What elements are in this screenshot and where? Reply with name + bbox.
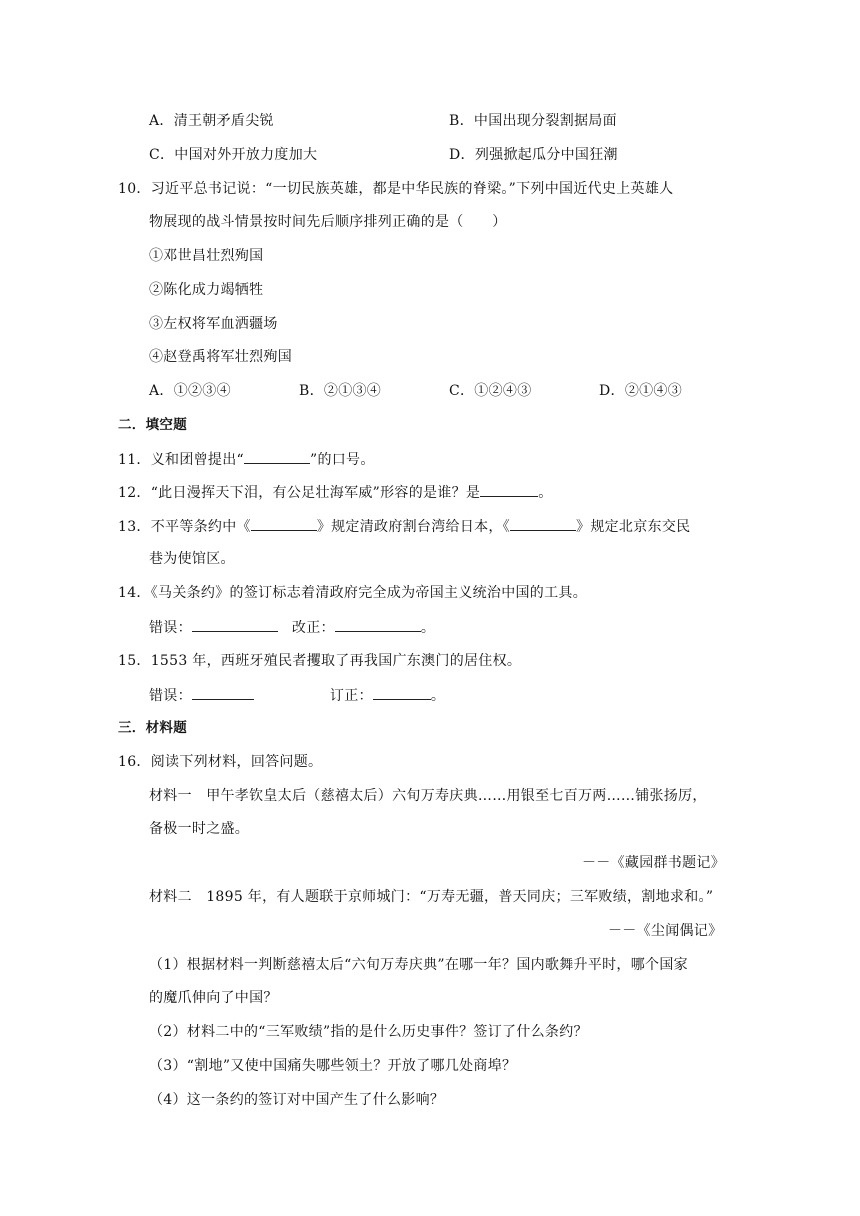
q9-option-a: A．清王朝矛盾尖锐 xyxy=(149,113,274,129)
q12-text: 12．“此日漫挥天下泪，有公足壮海军威”形容的是谁？是 xyxy=(118,485,481,501)
q16-material1-source: －－《藏园群书题记》 xyxy=(582,855,725,871)
q11-text-after: ”的口号。 xyxy=(309,452,375,468)
q10-stem-line1: 10．习近平总书记说：“一切民族英雄，都是中华民族的脊梁。”下列中国近代史上英雄人 xyxy=(118,181,674,197)
q9-option-d: D．列强掀起瓜分中国狂潮 xyxy=(449,147,618,163)
q12-line xyxy=(118,482,553,503)
q9-option-c: C．中国对外开放力度加大 xyxy=(149,147,318,163)
q14-error-blank[interactable] xyxy=(192,617,278,632)
q16-sub1-line2: 的魔爪伸向了中国？ xyxy=(149,990,278,1006)
q16-sub4: （4）这一条约的签订对中国产生了什么影响？ xyxy=(149,1092,445,1108)
q13-line1 xyxy=(118,516,690,537)
q10-stem-line2: 物展现的战斗情景按时间先后顺序排列正确的是（ ） xyxy=(149,214,507,230)
q11-answer-blank[interactable] xyxy=(244,449,310,464)
q15-text: 15．1553 年，西班牙殖民者攫取了再我国广东澳门的居住权。 xyxy=(118,653,522,669)
q14-error-label: 错误： xyxy=(149,620,192,636)
q13-answer-blank-2[interactable] xyxy=(510,516,576,531)
q14-fix-label: 改正： xyxy=(291,620,335,636)
q11-line xyxy=(118,449,375,470)
q15-answer-line xyxy=(149,685,445,706)
q13-text-before: 13．不平等条约中《 xyxy=(118,519,251,535)
q16-material1-line1: 材料一 甲午孝钦皇太后（慈禧太后）六旬万寿庆典……用银至七百万两……铺张扬厉， xyxy=(149,788,707,804)
q15-fix-label: 订正： xyxy=(329,688,373,704)
q10-item-2: ②陈化成力竭牺牲 xyxy=(149,282,264,298)
q16-intro: 16．阅读下列材料，回答问题。 xyxy=(118,754,323,770)
q11-text-before: 11．义和团曾提出“ xyxy=(118,452,244,468)
q10-option-d: D．②①④③ xyxy=(599,383,683,399)
q10-option-a: A．①②③④ xyxy=(149,383,231,399)
q15-error-blank[interactable] xyxy=(192,685,254,700)
q13-text-after: 》规定北京东交民 xyxy=(576,519,691,535)
q10-option-c: C．①②④③ xyxy=(449,383,532,399)
q13-answer-blank-1[interactable] xyxy=(251,516,317,531)
section-material-title: 三．材料题 xyxy=(118,720,187,736)
q12-answer-blank[interactable] xyxy=(480,482,538,497)
q9-option-b: B．中国出现分裂割据局面 xyxy=(449,113,617,129)
section-fill-blank-title: 二．填空题 xyxy=(118,417,187,433)
q12-text-after: 。 xyxy=(538,485,553,501)
q16-material2-line1: 材料二 1895 年，有人题联于京师城门：“万寿无疆，普天同庆；三军败绩，割地求和。” xyxy=(149,889,714,905)
q14-answer-line xyxy=(149,617,435,638)
q16-sub1-line1: （1）根据材料一判断慈禧太后“六旬万寿庆典”在哪一年？国内歌舞升平时，哪个国家 xyxy=(149,957,688,973)
q16-material1-line2: 备极一时之盛。 xyxy=(149,821,250,837)
q16-material2-source: －－《尘闻偶记》 xyxy=(608,923,723,939)
q15-fix-blank[interactable] xyxy=(373,685,431,700)
q10-item-1: ①邓世昌壮烈殉国 xyxy=(149,248,264,264)
q13-text-mid: 》规定清政府割台湾给日本，《 xyxy=(316,519,511,535)
q10-item-3: ③左权将军血洒疆场 xyxy=(149,316,278,332)
q16-sub2: （2）材料二中的“三军败绩”指的是什么历史事件？签订了什么条约？ xyxy=(149,1024,588,1040)
q15-end: 。 xyxy=(430,688,446,704)
q16-sub3: （3）“割地”又使中国痛失哪些领土？开放了哪几处商埠？ xyxy=(149,1058,517,1074)
q10-option-b: B．②①③④ xyxy=(299,383,382,399)
q13-line2: 巷为使馆区。 xyxy=(149,551,235,567)
q10-item-4: ④赵登禹将军壮烈殉国 xyxy=(149,349,292,365)
q14-fix-blank[interactable] xyxy=(335,617,421,632)
q14-end: 。 xyxy=(420,620,436,636)
q15-error-label: 错误： xyxy=(149,688,192,704)
q14-text: 14．《马关条约》的签订标志着清政府完全成为帝国主义统治中国的工具。 xyxy=(118,585,588,601)
